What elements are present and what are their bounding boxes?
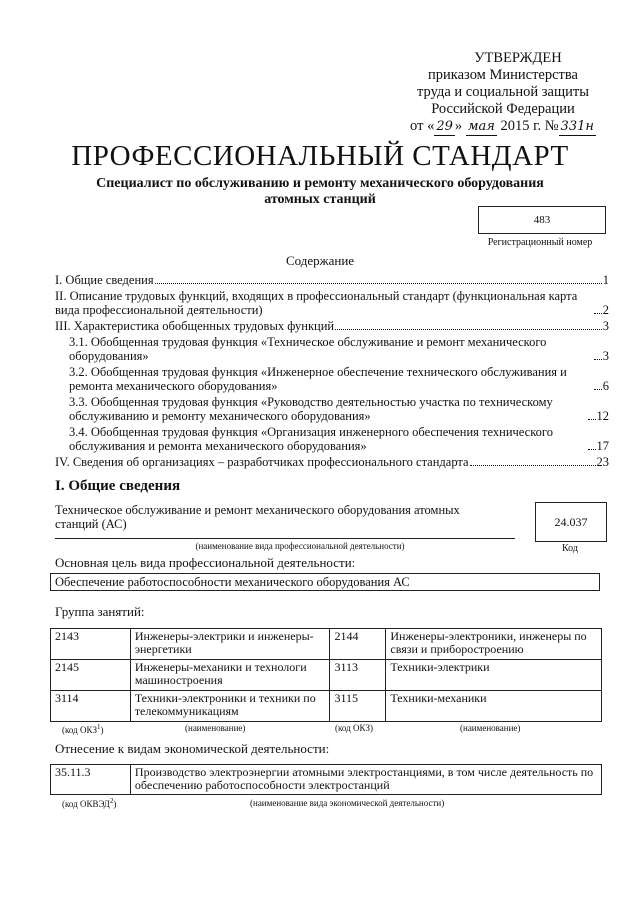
okz-code: 3113 bbox=[330, 660, 386, 691]
occupation-name: Техники-электрики bbox=[386, 660, 602, 691]
econ-activity-name: Производство электроэнергии атомными электростанциями, в том числе деятельность по обеспечению работоспособности электростанций bbox=[130, 765, 601, 795]
goal-box bbox=[50, 573, 600, 591]
order-number: 331н bbox=[560, 119, 594, 134]
okved-caption-text: (код ОКВЭД bbox=[62, 799, 110, 809]
date-prefix: от « bbox=[410, 118, 435, 134]
toc-entry[interactable] bbox=[55, 425, 609, 453]
toc-heading: Содержание bbox=[285, 253, 355, 268]
econ-label: Отнесение к видам экономической деятельности: bbox=[55, 741, 330, 756]
approval-line3: труда и социальной защиты bbox=[417, 84, 589, 100]
activity-line1: Техническое обслуживание и ремонт механического оборудования атомных bbox=[55, 503, 460, 517]
page-subtitle bbox=[60, 176, 580, 208]
toc-entry-text: I. Общие сведения bbox=[55, 273, 154, 287]
toc-entry[interactable] bbox=[55, 455, 609, 469]
approval-line1: УТВЕРЖДЕН bbox=[474, 50, 562, 66]
name-caption: (наименование) bbox=[460, 723, 521, 733]
activity-underline bbox=[55, 538, 515, 539]
activity-line2: станций (АС) bbox=[55, 517, 127, 531]
date-year: 2015 г. № bbox=[500, 118, 559, 134]
footnote-mark: 2 bbox=[109, 797, 114, 805]
registration-label: Регистрационный номер bbox=[487, 237, 593, 248]
toc-entry[interactable] bbox=[55, 335, 609, 363]
goal-label: Основная цель вида профессиональной деятельности: bbox=[55, 555, 356, 570]
table-row bbox=[51, 691, 602, 722]
toc-entry-page: 2 bbox=[602, 303, 609, 317]
okz-code: 3114 bbox=[51, 691, 131, 722]
toc-entry-text: III. Характеристика обобщенных трудовых функций bbox=[55, 319, 335, 333]
occupation-name: Техники-механики bbox=[386, 691, 602, 722]
goal-value: Обеспечение работоспособности механического оборудования АС bbox=[55, 575, 410, 589]
okz-caption bbox=[62, 723, 104, 735]
toc-entry[interactable] bbox=[55, 289, 609, 317]
page-title: ПРОФЕССИОНАЛЬНЫЙ СТАНДАРТ bbox=[71, 140, 569, 172]
code-caption: Код bbox=[562, 543, 578, 554]
okz-caption-text: (код ОКЗ bbox=[62, 725, 97, 735]
toc-entry[interactable] bbox=[55, 273, 609, 287]
econ-table bbox=[50, 764, 602, 795]
registration-number-box bbox=[478, 206, 606, 234]
occupation-name: Инженеры-электроники, инженеры по связи и приборостроению bbox=[386, 629, 602, 660]
okz-caption-close: ) bbox=[100, 725, 104, 735]
toc-entry[interactable] bbox=[55, 395, 609, 423]
toc-entry[interactable] bbox=[55, 319, 609, 333]
okz-code: 2145 bbox=[51, 660, 131, 691]
group-label: Группа занятий: bbox=[55, 604, 145, 619]
occupation-name: Инженеры-электрики и инженеры-энергетики bbox=[130, 629, 330, 660]
table-row bbox=[51, 765, 602, 795]
table-row bbox=[51, 629, 602, 660]
econ-name-caption: (наименование вида экономической деятельности) bbox=[250, 798, 445, 808]
toc-entry[interactable] bbox=[55, 365, 609, 393]
toc-entry-page: 6 bbox=[602, 379, 609, 393]
toc-entry-text: 3.3. Обобщенная трудовая функция «Руководство деятельностью участка по техническому обслуживанию и ремонту механического оборудования» bbox=[69, 395, 553, 423]
okz-code: 3115 bbox=[330, 691, 386, 722]
date-day: 29 bbox=[436, 119, 453, 134]
subtitle-line2: атомных станций bbox=[264, 192, 376, 207]
approval-date bbox=[398, 118, 608, 136]
okved-caption bbox=[62, 797, 116, 809]
toc-entry-page: 12 bbox=[596, 409, 609, 423]
toc-entry-page: 23 bbox=[596, 455, 609, 469]
okz-code: 2144 bbox=[330, 629, 386, 660]
activity-name bbox=[55, 503, 495, 531]
subtitle-line1: Специалист по обслуживанию и ремонту механического оборудования bbox=[96, 176, 544, 191]
toc-entry-text: 3.1. Обобщенная трудовая функция «Техническое обслуживание и ремонт механического оборудования» bbox=[69, 335, 547, 363]
section-heading: I. Общие сведения bbox=[55, 478, 181, 494]
okved-code: 35.11.3 bbox=[51, 765, 131, 795]
footnote-mark: 1 bbox=[97, 723, 101, 731]
activity-code: 24.037 bbox=[554, 514, 588, 529]
toc-entry-text: II. Описание трудовых функций, входящих в профессиональный стандарт (функциональная карта вида профессиональной деятельности) bbox=[55, 289, 578, 317]
okz-caption: (код ОКЗ) bbox=[335, 723, 373, 733]
table-of-contents bbox=[55, 273, 609, 471]
name-caption: (наименование) bbox=[185, 723, 246, 733]
toc-entry-page: 3 bbox=[602, 349, 609, 363]
okz-code: 2143 bbox=[51, 629, 131, 660]
occupation-name: Инженеры-механики и технологи машиностроения bbox=[130, 660, 330, 691]
table-row bbox=[51, 660, 602, 691]
date-sep: » bbox=[454, 118, 463, 134]
toc-entry-text: 3.4. Обобщенная трудовая функция «Организация инженерного обеспечения технического обслуживания и ремонта механического оборудования» bbox=[69, 425, 553, 453]
occupation-name: Техники-электроники и техники по телекоммуникациям bbox=[130, 691, 330, 722]
toc-entry-text: 3.2. Обобщенная трудовая функция «Инженерное обеспечение технического обслуживания и ремонта механического оборудования» bbox=[69, 365, 567, 393]
toc-entry-page: 17 bbox=[596, 439, 609, 453]
approval-line2: приказом Министерства bbox=[428, 67, 578, 83]
toc-entry-page: 3 bbox=[602, 319, 609, 333]
approval-line4: Российской Федерации bbox=[431, 101, 575, 117]
date-month: мая bbox=[467, 119, 495, 134]
activity-caption: (наименование вида профессиональной деятельности) bbox=[195, 541, 405, 551]
approval-block bbox=[398, 50, 608, 136]
toc-entry-page: 1 bbox=[602, 273, 609, 287]
okved-caption-close: ) bbox=[113, 799, 117, 809]
activity-code-box bbox=[535, 502, 607, 542]
toc-entry-text: IV. Сведения об организациях – разработчиках профессионального стандарта bbox=[55, 455, 469, 469]
occupation-table bbox=[50, 628, 602, 722]
registration-number: 483 bbox=[533, 214, 551, 226]
